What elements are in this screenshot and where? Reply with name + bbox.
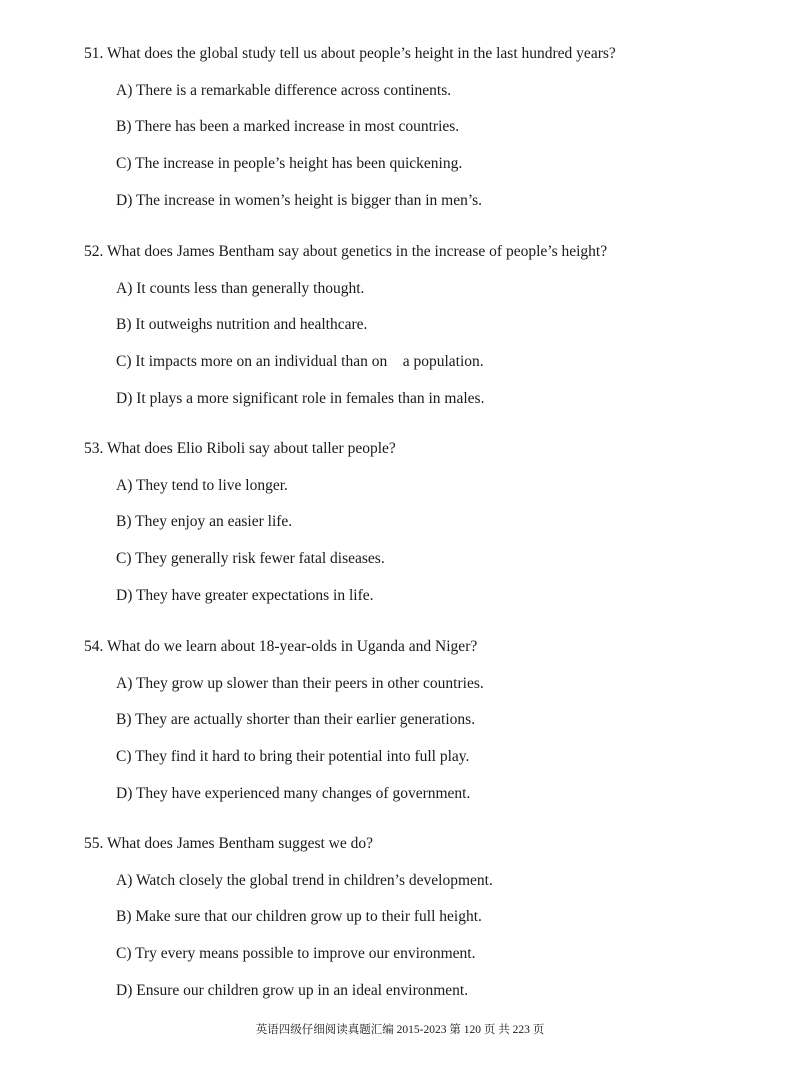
option-b: B) They are actually shorter than their earlier generations. <box>116 711 476 729</box>
option-d: D) Ensure our children grow up in an ideal environment. <box>116 981 469 999</box>
option-c: C) Try every means possible to improve our environment. <box>116 945 476 963</box>
question-54 <box>84 637 774 804</box>
question-stem: 53. What does Elio Riboli say about taller people? <box>84 440 396 457</box>
question-stem: 55. What does James Bentham suggest we do? <box>84 835 373 852</box>
option-d: D) The increase in women’s height is bigger than in men’s. <box>116 191 483 209</box>
question-stem: 51. What does the global study tell us about people’s height in the last hundred years? <box>84 45 616 62</box>
option-b: B) They enjoy an easier life. <box>116 513 293 531</box>
option-d: D) It plays a more significant role in females than in males. <box>116 389 485 407</box>
question-52 <box>84 242 774 409</box>
option-d: D) They have experienced many changes of government. <box>116 784 471 802</box>
option-a: A) There is a remarkable difference across continents. <box>116 81 452 99</box>
question-55 <box>84 834 774 1001</box>
option-b: B) Make sure that our children grow up to their full height. <box>116 908 482 926</box>
option-c: C) It impacts more on an individual than on a population. <box>116 353 484 371</box>
question-51 <box>84 44 774 211</box>
page-footer: 英语四级仔细阅读真题汇编 2015-2023 第 120 页 共 223 页 <box>255 1024 545 1036</box>
option-c: C) The increase in people’s height has been quickening. <box>116 155 463 173</box>
question-stem: 54. What do we learn about 18-year-olds in Uganda and Niger? <box>84 638 478 655</box>
option-a: A) They grow up slower than their peers in other countries. <box>116 674 484 692</box>
option-c: C) They find it hard to bring their potential into full play. <box>116 748 470 766</box>
option-b: B) It outweighs nutrition and healthcare. <box>116 316 368 334</box>
option-a: A) They tend to live longer. <box>116 476 288 494</box>
option-a: A) It counts less than generally thought. <box>116 279 365 297</box>
option-a: A) Watch closely the global trend in children’s development. <box>116 871 493 889</box>
option-d: D) They have greater expectations in life. <box>116 586 374 604</box>
option-b: B) There has been a marked increase in most countries. <box>116 118 460 136</box>
option-c: C) They generally risk fewer fatal diseases. <box>116 550 385 568</box>
question-stem: 52. What does James Bentham say about genetics in the increase of people’s height? <box>84 243 608 260</box>
question-53 <box>84 439 774 606</box>
